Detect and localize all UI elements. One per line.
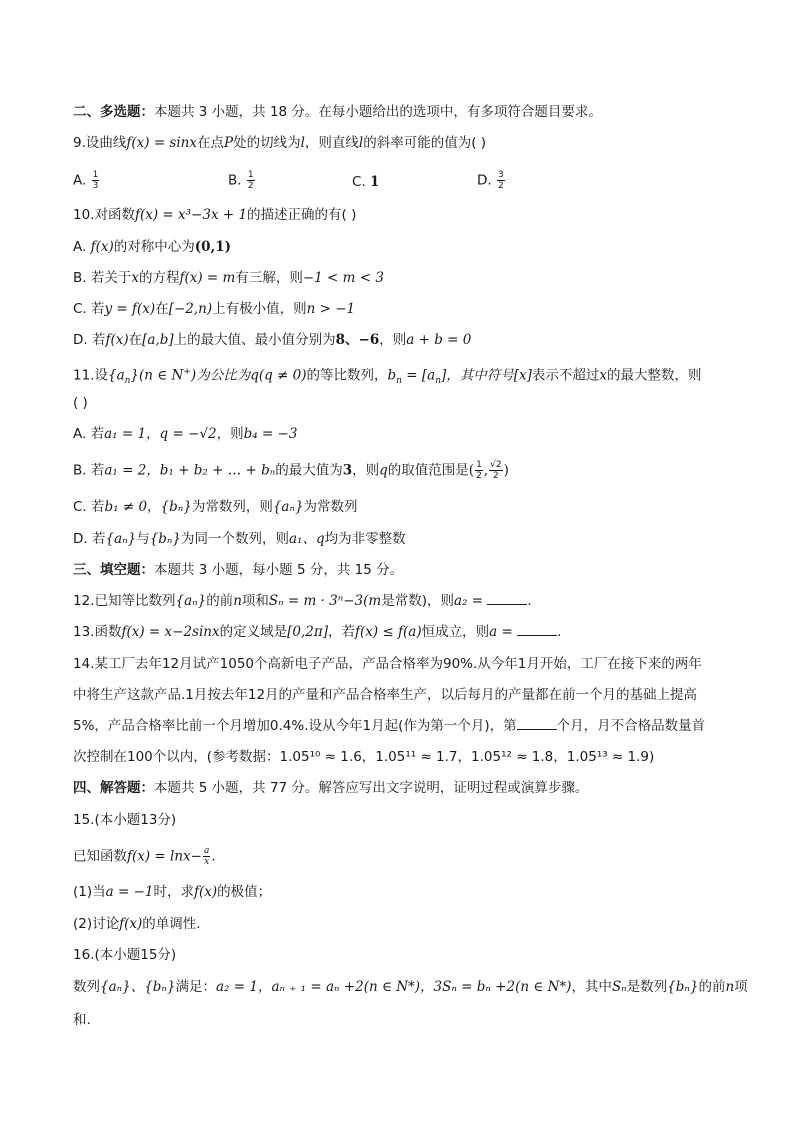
option-label: A. <box>73 172 87 189</box>
math: Sₙ <box>611 979 627 995</box>
q15-text: 已知函数 <box>73 848 127 865</box>
fraction <box>489 460 502 481</box>
q10-option-d <box>73 331 734 349</box>
q15-text: . <box>211 848 216 865</box>
question-11-stem: 11.设$\{a_n\}(n$ ∈ N+)为公比为q(q ≠ 0)的等比数列，$b_n = [a_n]$，其中符号[x]表示不超过x的最大整数，则 <box>73 367 702 387</box>
math: , <box>483 462 489 479</box>
math: f(x) = m <box>179 270 236 286</box>
option-text: 的方程 <box>138 270 180 286</box>
q14-line-3 <box>73 717 734 735</box>
math: {aₙ} <box>105 531 137 547</box>
q15-heading: 15.(本小题13分) <box>73 812 177 828</box>
math: −1 < m < 3 <box>302 270 384 286</box>
option-text: ，则 <box>352 462 380 479</box>
q10-text: 10.对函数 <box>73 207 135 223</box>
q16-text: 是数列 <box>626 979 668 995</box>
q16-statement <box>73 978 748 996</box>
q11-text: ]，其中符号 <box>440 367 514 384</box>
denominator: 3 <box>92 181 99 191</box>
math: = [a <box>401 367 436 384</box>
q13-text: 13.函数 <box>73 624 122 640</box>
q14-text: 个月，月不合格品数量首 <box>556 718 706 734</box>
math: a₁ = 2，b₁ + b₂ + … + bₙ <box>104 462 276 479</box>
q11-option-a <box>73 425 734 443</box>
option-label: B. <box>228 172 242 189</box>
denominator: 2 <box>497 181 504 191</box>
math: (0,1) <box>194 239 232 255</box>
numerator: 1 <box>247 170 254 180</box>
q9-option-b <box>228 170 256 191</box>
math: a₁、q <box>288 531 325 547</box>
numerator: √2 <box>490 460 502 470</box>
math: q(q ≠ 0) <box>250 367 307 384</box>
option-text: 为常数列，则 <box>191 499 273 515</box>
question-10-stem <box>73 206 734 224</box>
fraction <box>497 170 505 191</box>
section-2-heading <box>73 103 734 121</box>
option-text: 上有极小值，则 <box>212 301 307 317</box>
math: {aₙ}、{bₙ} <box>100 979 176 995</box>
answer-blank[interactable] <box>517 623 557 636</box>
q9-text: 设曲线 <box>85 135 127 151</box>
fraction <box>475 460 483 481</box>
q13-text: ，若 <box>327 624 355 640</box>
q9-number: 9. <box>73 135 86 151</box>
math: n <box>233 593 242 609</box>
denominator: 2 <box>476 471 482 481</box>
section-2-title: 二、多选题： <box>73 104 154 120</box>
question-12 <box>73 592 734 610</box>
math: b₄ = −3 <box>243 426 298 442</box>
q9-text: ，则直线 <box>304 135 359 151</box>
q15-statement <box>73 846 734 867</box>
q9-function: f(x) = sinx <box>126 135 197 151</box>
option-text: 若 <box>90 426 105 442</box>
q16-text: ，其中 <box>571 979 612 995</box>
q10-option-a <box>73 238 734 256</box>
option-text: 均为非零整数 <box>324 531 406 547</box>
fraction <box>203 846 210 867</box>
q11-answer-paren: ( ) <box>73 395 88 411</box>
option-text: 上的最大值、最小值分别为 <box>173 332 336 348</box>
q12-text: 的前 <box>206 593 234 609</box>
math: a₂ = <box>454 593 484 609</box>
section-4-heading <box>73 779 734 797</box>
numerator: 1 <box>476 460 482 470</box>
q14-text: 5%，产品合格率比前一个月增加0.4%.设从今年1月起(作为第一个月)，第 <box>73 718 517 734</box>
question-9-options <box>73 170 673 192</box>
q11-text: 表示不超过 <box>531 367 600 384</box>
denominator: x <box>204 857 210 867</box>
option-text: 若 <box>91 499 105 515</box>
q15-text: 的单调性. <box>142 916 201 932</box>
option-label: A. <box>73 239 87 255</box>
option-label: B. <box>73 270 87 286</box>
q15-part-2 <box>73 915 734 933</box>
q11-option-b <box>73 460 734 481</box>
math: {a <box>107 367 125 384</box>
math: n <box>725 979 735 995</box>
math: f(x) <box>105 332 129 348</box>
option-label: D. <box>477 172 492 189</box>
math: a₂ = 1，aₙ ₊ ₁ = aₙ +2(n ∈ N*)，3Sₙ = bₙ +2(n ∈ N*) <box>216 979 572 995</box>
fraction <box>247 170 255 191</box>
answer-blank[interactable] <box>487 592 527 605</box>
q14-line-2: 中将生产这款产品.1月按去年12月的产量和产品合格率生产，以后每月的产量都在前一个月的基础上提高 <box>73 687 698 703</box>
option-label: C. <box>73 301 87 317</box>
q9-point: P <box>223 135 234 151</box>
section-3-heading <box>73 561 734 579</box>
q9-text: 处的切线为 <box>233 135 301 151</box>
option-text: 为同一个数列，则 <box>180 531 289 547</box>
q12-text: 是常数)，则 <box>381 593 454 609</box>
q15-text: 时，求 <box>153 884 194 900</box>
math: a + b = 0 <box>406 332 472 348</box>
math: f(x) ≤ f(a) <box>354 624 422 640</box>
q9-text: 在点 <box>196 135 224 151</box>
option-label: D. <box>73 332 88 348</box>
q15-part-1 <box>73 883 734 901</box>
q16-text: 项 <box>734 979 748 995</box>
math: [−2,n) <box>168 301 213 317</box>
math: ( <box>468 462 475 479</box>
option-text: ，则 <box>216 426 244 442</box>
q9-line: l <box>358 135 364 151</box>
q9-option-c <box>352 174 379 190</box>
q13-text: 恒成立，则 <box>421 624 490 640</box>
option-text: 的对称中心为 <box>113 239 195 255</box>
option-text: 为常数列 <box>303 499 358 515</box>
math: f(x) <box>90 239 114 255</box>
math: f(x) <box>193 884 218 900</box>
option-text: 若 <box>91 301 105 317</box>
q9-text: 的斜率可能的值为( ) <box>363 135 487 151</box>
question-13 <box>73 623 734 641</box>
math: {aₙ} <box>272 499 304 515</box>
q11-option-d <box>73 530 734 548</box>
q9-option-d <box>477 170 506 191</box>
math: [x] <box>513 367 532 384</box>
section-4-title: 四、解答题： <box>73 780 154 796</box>
q16-text: 的前 <box>698 979 726 995</box>
math: b <box>387 367 397 384</box>
numerator: a <box>203 846 210 856</box>
option-text: 在 <box>155 301 169 317</box>
q10-text: 的描述正确的有( ) <box>247 207 357 223</box>
option-text: 在 <box>128 332 143 348</box>
option-text: 若 <box>91 332 106 348</box>
option-text: 若关于 <box>90 270 132 286</box>
q12-text: 项和 <box>241 593 269 609</box>
denominator: 2 <box>247 181 254 191</box>
math: f(x) = lnx− <box>127 848 202 865</box>
math: {bₙ} <box>667 979 699 995</box>
option-text: 的最大值为 <box>275 462 343 479</box>
option-label: C. <box>73 499 87 515</box>
q11-text: 的等比数列， <box>306 367 388 384</box>
q12-text: 12.已知等比数列 <box>73 593 176 609</box>
math: (n ∈ N <box>139 367 184 384</box>
math: [a,b] <box>142 332 174 348</box>
q16-heading: 16.(本小题15分) <box>73 947 177 963</box>
q11-option-c <box>73 498 734 516</box>
q16-line-2: 和. <box>73 1012 91 1028</box>
math: ) <box>503 462 509 479</box>
fraction <box>92 170 100 191</box>
q12-text: . <box>527 593 532 609</box>
math: 3 <box>342 462 353 479</box>
q14-line-1: 14.某工厂去年12月试产1050个高新电子产品，产品合格率为90%.从今年1月开始，工厂在接下来的两年 <box>73 656 702 672</box>
section-3-desc: 本题共 3 小题，每小题 5 分，共 15 分。 <box>154 562 404 578</box>
math: {bₙ} <box>149 531 181 547</box>
option-label: A. <box>73 426 87 442</box>
option-text: 若 <box>91 531 106 547</box>
math: a = −1 <box>105 884 154 900</box>
denominator: 2 <box>492 471 499 481</box>
math: n > −1 <box>306 301 356 317</box>
option-label: C. <box>352 174 366 190</box>
math: q <box>379 462 388 479</box>
q10-option-b <box>73 269 734 287</box>
q15-text: 的极值； <box>217 884 272 900</box>
q15-text: (2)讨论 <box>73 916 120 932</box>
option-label: B. <box>73 462 87 479</box>
answer-blank[interactable] <box>517 717 557 730</box>
option-text: 与 <box>136 531 150 547</box>
numerator: 1 <box>92 170 99 180</box>
math: f(x) <box>119 916 143 932</box>
option-value: 1 <box>370 174 380 190</box>
option-text: 的取值范围是 <box>387 462 469 479</box>
section-2-desc: 本题共 3 小题，共 18 分。在每小题给出的选项中，有多项符合题目要求。 <box>154 104 602 120</box>
q13-text: . <box>557 624 562 640</box>
q11-text: 11.设 <box>73 367 108 384</box>
q13-text: 的定义域是 <box>219 624 288 640</box>
math: {aₙ} <box>175 593 207 609</box>
q14-line-4: 次控制在100个以内，(参考数据：1.05¹⁰ ≈ 1.6，1.05¹¹ ≈ 1.7，1.05¹² ≈ 1.8，1.05¹³ ≈ 1.9) <box>73 749 655 765</box>
q11-text: )为公比为 <box>190 367 251 384</box>
math: a₁ = 1，q = −√2 <box>104 426 217 442</box>
option-label: D. <box>73 531 88 547</box>
math: x <box>131 270 139 286</box>
q9-line: l <box>300 135 305 151</box>
q9-option-a <box>73 170 100 191</box>
math: b₁ ≠ 0，{bₙ} <box>104 499 192 515</box>
math: f(x) = x−2sinx <box>121 624 220 640</box>
question-9-stem <box>73 134 734 152</box>
numerator: 3 <box>497 170 504 180</box>
q10-function: f(x) = x³−3x + 1 <box>134 207 248 223</box>
q15-text: (1)当 <box>73 884 106 900</box>
math: Sₙ = m · 3ⁿ−3(m <box>268 593 382 609</box>
option-text: ，则 <box>379 332 407 348</box>
math: y = f(x) <box>104 301 156 317</box>
math: x <box>599 367 608 384</box>
section-4-desc: 本题共 5 小题，共 77 分。解答应写出文字说明，证明过程或演算步骤。 <box>154 780 589 796</box>
math: 8、−6 <box>335 332 380 348</box>
section-3-title: 三、填空题： <box>73 562 154 578</box>
q10-option-c <box>73 300 734 318</box>
q16-text: 数列 <box>73 979 100 995</box>
option-text: 有三解，则 <box>235 270 303 286</box>
option-text: 若 <box>90 462 105 479</box>
q11-text: 的最大整数，则 <box>607 367 702 384</box>
math: [0,2π] <box>287 624 328 640</box>
q16-text: 满足： <box>175 979 216 995</box>
math: a = <box>489 624 513 640</box>
